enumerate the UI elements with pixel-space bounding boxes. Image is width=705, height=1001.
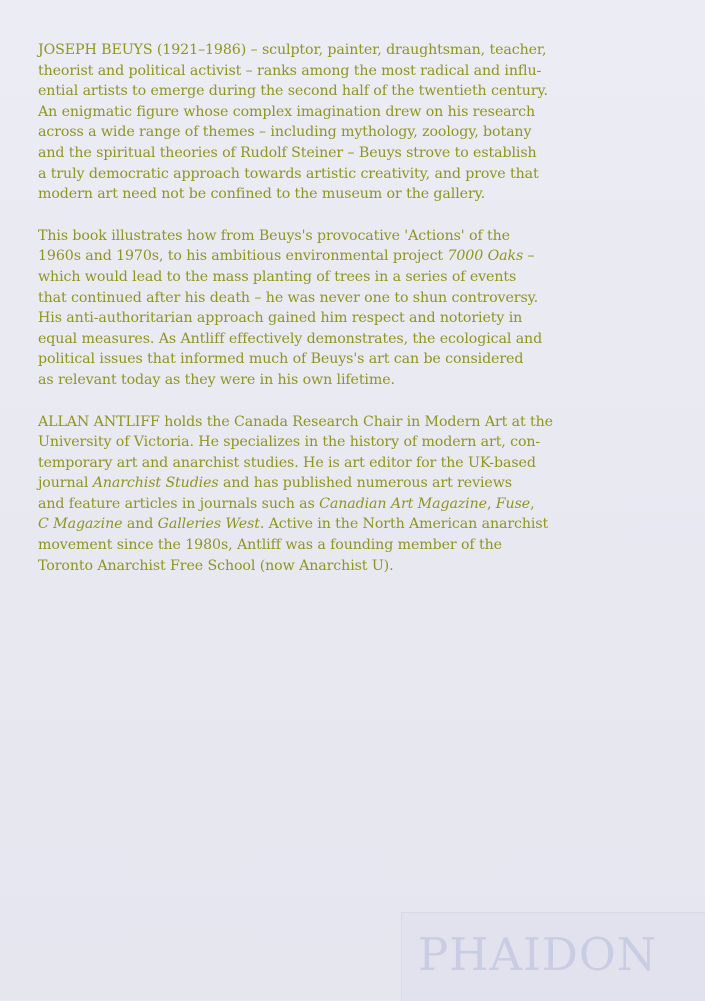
text-line: journal Anarchist Studies and has published numerous art reviews [38, 475, 512, 492]
text-line: JOSEPH BEUYS (1921–1986) – sculptor, painter, draughtsman, teacher, [38, 42, 547, 58]
text-line: political issues that informed much of Beuys's art can be considered [38, 351, 524, 368]
publisher-logo: PHAIDON [418, 928, 658, 981]
text-line: His anti-authoritarian approach gained him respect and notoriety in [38, 310, 523, 327]
text-line: across a wide range of themes – including mythology, zoology, botany [38, 124, 532, 141]
text-line: Toronto Anarchist Free School (now Anarchist U). [38, 557, 394, 574]
paragraph-beuys-bio [38, 40, 668, 205]
text-line: and the spiritual theories of Rudolf Steiner – Beuys strove to establish [38, 144, 537, 161]
italic-title: Fuse [495, 495, 531, 512]
italic-title: 7000 Oaks [447, 248, 524, 265]
italic-title: Galleries West [157, 516, 260, 533]
text-line: as relevant today as they were in his own lifetime. [38, 371, 395, 388]
text-line: which would lead to the mass planting of trees in a series of events [38, 268, 517, 285]
text-line: C Magazine and Galleries West. Active in the North American anarchist [38, 516, 549, 533]
text-line: ALLAN ANTLIFF holds the Canada Research Chair in Modern Art at the [38, 413, 553, 430]
text-line: temporary art and anarchist studies. He is art editor for the UK-based [38, 454, 536, 471]
text-line: movement since the 1980s, Antliff was a founding member of the [38, 537, 502, 554]
text-line: and feature articles in journals such as Canadian Art Magazine, Fuse, [38, 495, 535, 512]
italic-title: C Magazine [38, 516, 123, 533]
italic-title: Canadian Art Magazine [319, 495, 487, 512]
text-line: theorist and political activist – ranks among the most radical and influ- [38, 62, 542, 79]
text-line: 1960s and 1970s, to his ambitious environmental project 7000 Oaks – [38, 248, 535, 265]
text-line: An enigmatic figure whose complex imagination drew on his research [38, 103, 536, 120]
blurb-text [38, 40, 668, 597]
text-line: a truly democratic approach towards artistic creativity, and prove that [38, 165, 539, 182]
paragraph-author-bio [38, 412, 668, 577]
text-line: that continued after his death – he was never one to shun controversy. [38, 289, 539, 306]
paragraph-book-summary [38, 226, 668, 391]
italic-title: Anarchist Studies [92, 475, 219, 492]
text-line: This book illustrates how from Beuys's provocative 'Actions' of the [38, 227, 510, 244]
text-line: ential artists to emerge during the second half of the twentieth century. [38, 83, 548, 100]
text-line: modern art need not be confined to the museum or the gallery. [38, 186, 486, 203]
text-line: equal measures. As Antliff effectively demonstrates, the ecological and [38, 330, 543, 347]
text-line: University of Victoria. He specializes in the history of modern art, con- [38, 434, 541, 451]
